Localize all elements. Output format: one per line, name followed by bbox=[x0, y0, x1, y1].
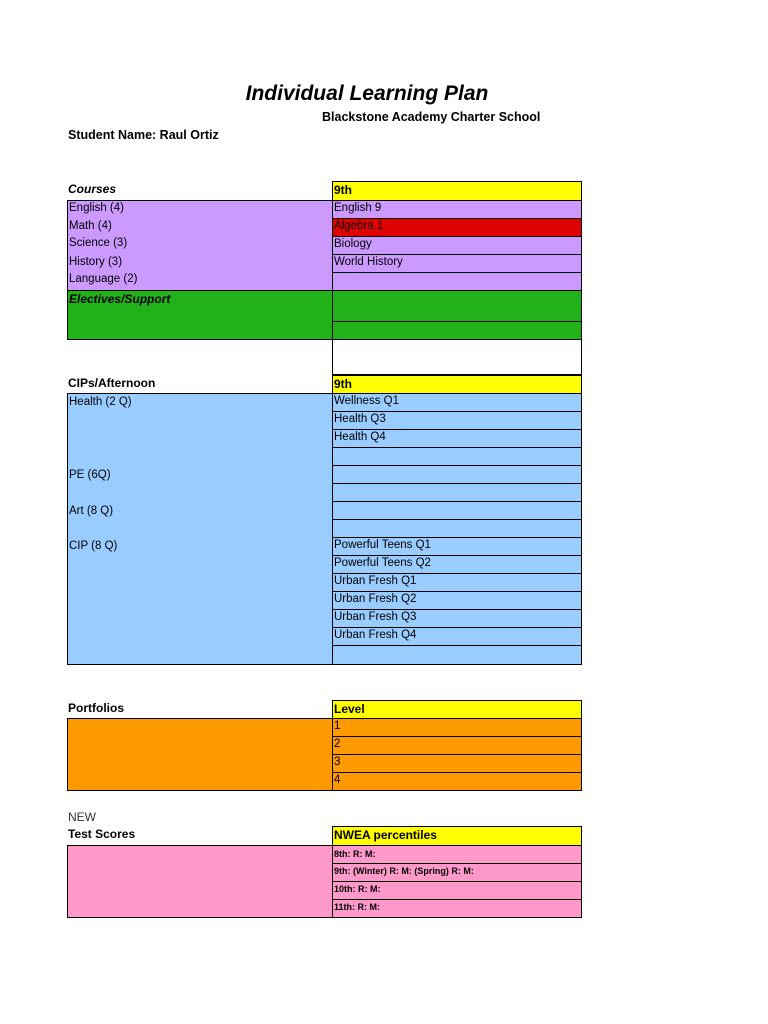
level-cell: 3 bbox=[332, 754, 582, 773]
cip-cell: Health Q3 bbox=[332, 411, 582, 430]
course-item: History (3) bbox=[69, 256, 123, 268]
cip-item: PE (6Q) bbox=[69, 469, 111, 481]
courses-label: Courses bbox=[68, 182, 117, 196]
course-item: English (4) bbox=[69, 202, 124, 214]
nwea-row: 11th: R: M: bbox=[332, 899, 582, 918]
cip-item: CIP (8 Q) bbox=[69, 540, 118, 552]
electives-left-block bbox=[67, 290, 333, 340]
course-item: Science (3) bbox=[69, 237, 128, 249]
cip-cell bbox=[332, 501, 582, 520]
portfolios-level-header: Level bbox=[332, 700, 582, 719]
course-cell: Biology bbox=[332, 236, 582, 255]
cip-cell: Urban Fresh Q1 bbox=[332, 573, 582, 592]
cip-cell: Health Q4 bbox=[332, 429, 582, 448]
cip-item: Health (2 Q) bbox=[69, 396, 132, 408]
nwea-row: 10th: R: M: bbox=[332, 881, 582, 900]
cip-cell bbox=[332, 465, 582, 484]
course-item: Language (2) bbox=[69, 273, 138, 285]
cips-label: CIPs/Afternoon bbox=[68, 376, 156, 390]
course-cell: World History bbox=[332, 254, 582, 273]
course-cell: Algebra 1 bbox=[332, 218, 582, 237]
level-cell: 4 bbox=[332, 772, 582, 791]
school-name: Blackstone Academy Charter School bbox=[322, 110, 541, 124]
courses-grade-header: 9th bbox=[332, 181, 582, 201]
cip-cell bbox=[332, 447, 582, 466]
student-name: Student Name: Raul Ortiz bbox=[68, 128, 219, 142]
cip-cell: Powerful Teens Q2 bbox=[332, 555, 582, 574]
course-cell bbox=[332, 272, 582, 291]
blank-cell bbox=[332, 339, 582, 375]
nwea-row: 9th: (Winter) R: M: (Spring) R: M: bbox=[332, 863, 582, 882]
cip-item: Art (8 Q) bbox=[69, 505, 114, 517]
page-title: Individual Learning Plan bbox=[245, 82, 489, 105]
cip-cell bbox=[332, 645, 582, 665]
nwea-row: 8th: R: M: bbox=[332, 845, 582, 864]
test-scores-label: Test Scores bbox=[68, 827, 136, 841]
portfolios-left-block bbox=[67, 718, 333, 791]
level-cell: 2 bbox=[332, 736, 582, 755]
new-label: NEW bbox=[68, 810, 96, 824]
courses-left-block bbox=[67, 200, 333, 291]
cip-cell: Wellness Q1 bbox=[332, 393, 582, 412]
cip-cell: Urban Fresh Q4 bbox=[332, 627, 582, 646]
cip-cell: Powerful Teens Q1 bbox=[332, 537, 582, 556]
cip-cell: Urban Fresh Q2 bbox=[332, 591, 582, 610]
course-item: Math (4) bbox=[69, 220, 112, 232]
course-cell: English 9 bbox=[332, 200, 582, 219]
cip-cell bbox=[332, 483, 582, 502]
cips-left-block bbox=[67, 393, 333, 665]
nwea-header: NWEA percentiles bbox=[332, 826, 582, 846]
elective-cell bbox=[332, 290, 582, 322]
cip-cell bbox=[332, 519, 582, 538]
test-scores-left-block bbox=[67, 845, 333, 918]
cip-cell: Urban Fresh Q3 bbox=[332, 609, 582, 628]
level-cell: 1 bbox=[332, 718, 582, 737]
electives-label: Electives/Support bbox=[69, 292, 171, 306]
portfolios-label: Portfolios bbox=[68, 701, 124, 715]
cips-grade-header: 9th bbox=[332, 375, 582, 394]
elective-cell bbox=[332, 321, 582, 340]
